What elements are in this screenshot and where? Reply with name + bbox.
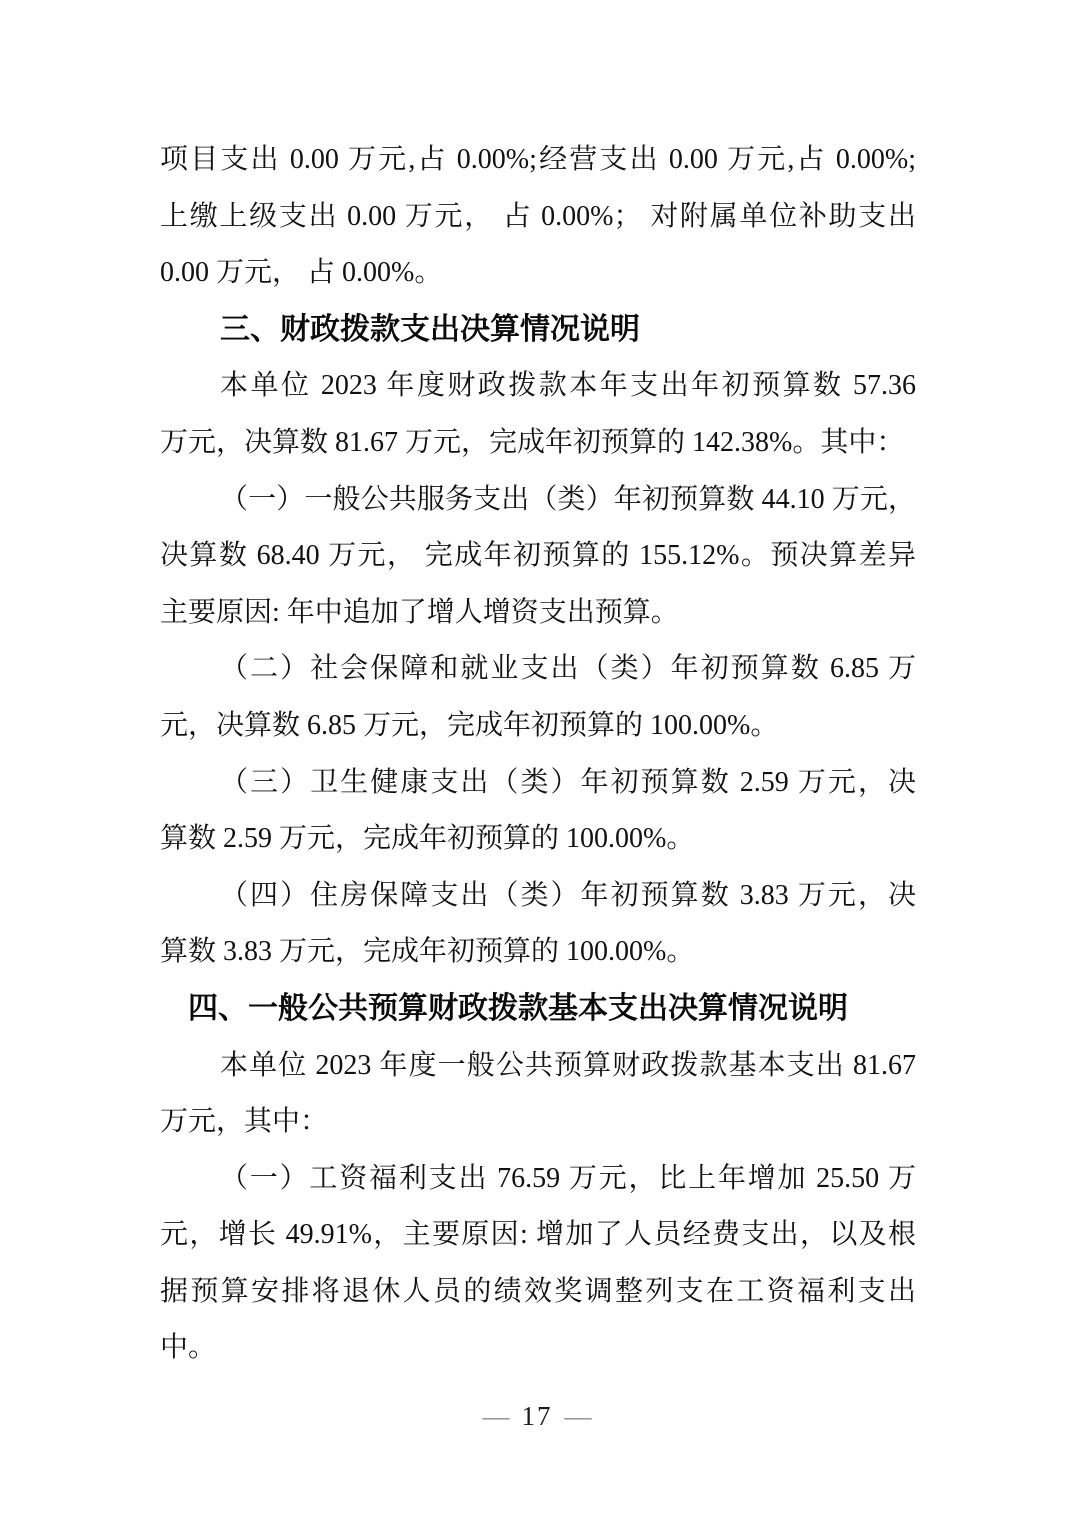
- footer-dash-left: —: [482, 1401, 510, 1431]
- text-line: （一）工资福利支出 76.59 万元，比上年增加 25.50 万: [220, 1162, 916, 1194]
- text-line: （二）社会保障和就业支出（类）年初预算数 6.85 万: [220, 653, 916, 685]
- text-line: 主要原因: 年中追加了增人增资支出预算。: [160, 596, 679, 628]
- text-line: 项目支出 0.00 万元,占 0.00%;经营支出 0.00 万元,占 0.00%;: [160, 144, 916, 175]
- document-content: [160, 132, 916, 1377]
- text-line: （一）一般公共服务支出（类）年初预算数 44.10 万元，: [220, 483, 916, 515]
- text-line: 0.00 万元， 占 0.00%。: [160, 257, 443, 289]
- text-line: 本单位 2023 年度一般公共预算财政拨款基本支出 81.67: [220, 1049, 916, 1081]
- text-line: 本单位 2023 年度财政拨款本年支出年初预算数 57.36: [220, 370, 916, 402]
- section-heading-4: 四、一般公共预算财政拨款基本支出决算情况说明: [188, 991, 848, 1025]
- footer-dash-right: —: [564, 1401, 592, 1431]
- text-line: （三）卫生健康支出（类）年初预算数 2.59 万元，决: [220, 766, 916, 798]
- page-number: 17: [521, 1401, 553, 1431]
- text-line: 决算数 68.40 万元， 完成年初预算的 155.12%。预决算差异: [160, 540, 916, 572]
- text-line: 万元，其中：: [160, 1106, 329, 1138]
- text-line: 据预算安排将退休人员的绩效奖调整列支在工资福利支出: [160, 1275, 916, 1307]
- page-footer: [0, 1396, 1074, 1436]
- text-line: （四）住房保障支出（类）年初预算数 3.83 万元，决: [220, 879, 916, 911]
- text-line: 算数 2.59 万元，完成年初预算的 100.00%。: [160, 823, 695, 855]
- text-line: 中。: [160, 1332, 217, 1364]
- text-line: 算数 3.83 万元，完成年初预算的 100.00%。: [160, 936, 695, 968]
- text-line: 万元，决算数 81.67 万元，完成年初预算的 142.38%。其中：: [160, 426, 905, 458]
- text-line: 元，决算数 6.85 万元，完成年初预算的 100.00%。: [160, 709, 779, 741]
- text-line: 上缴上级支出 0.00 万元， 占 0.00%； 对附属单位补助支出: [160, 200, 916, 232]
- section-heading-3: 三、财政拨款支出决算情况说明: [220, 312, 640, 346]
- text-line: 元，增长 49.91%，主要原因: 增加了人员经费支出，以及根: [160, 1219, 916, 1251]
